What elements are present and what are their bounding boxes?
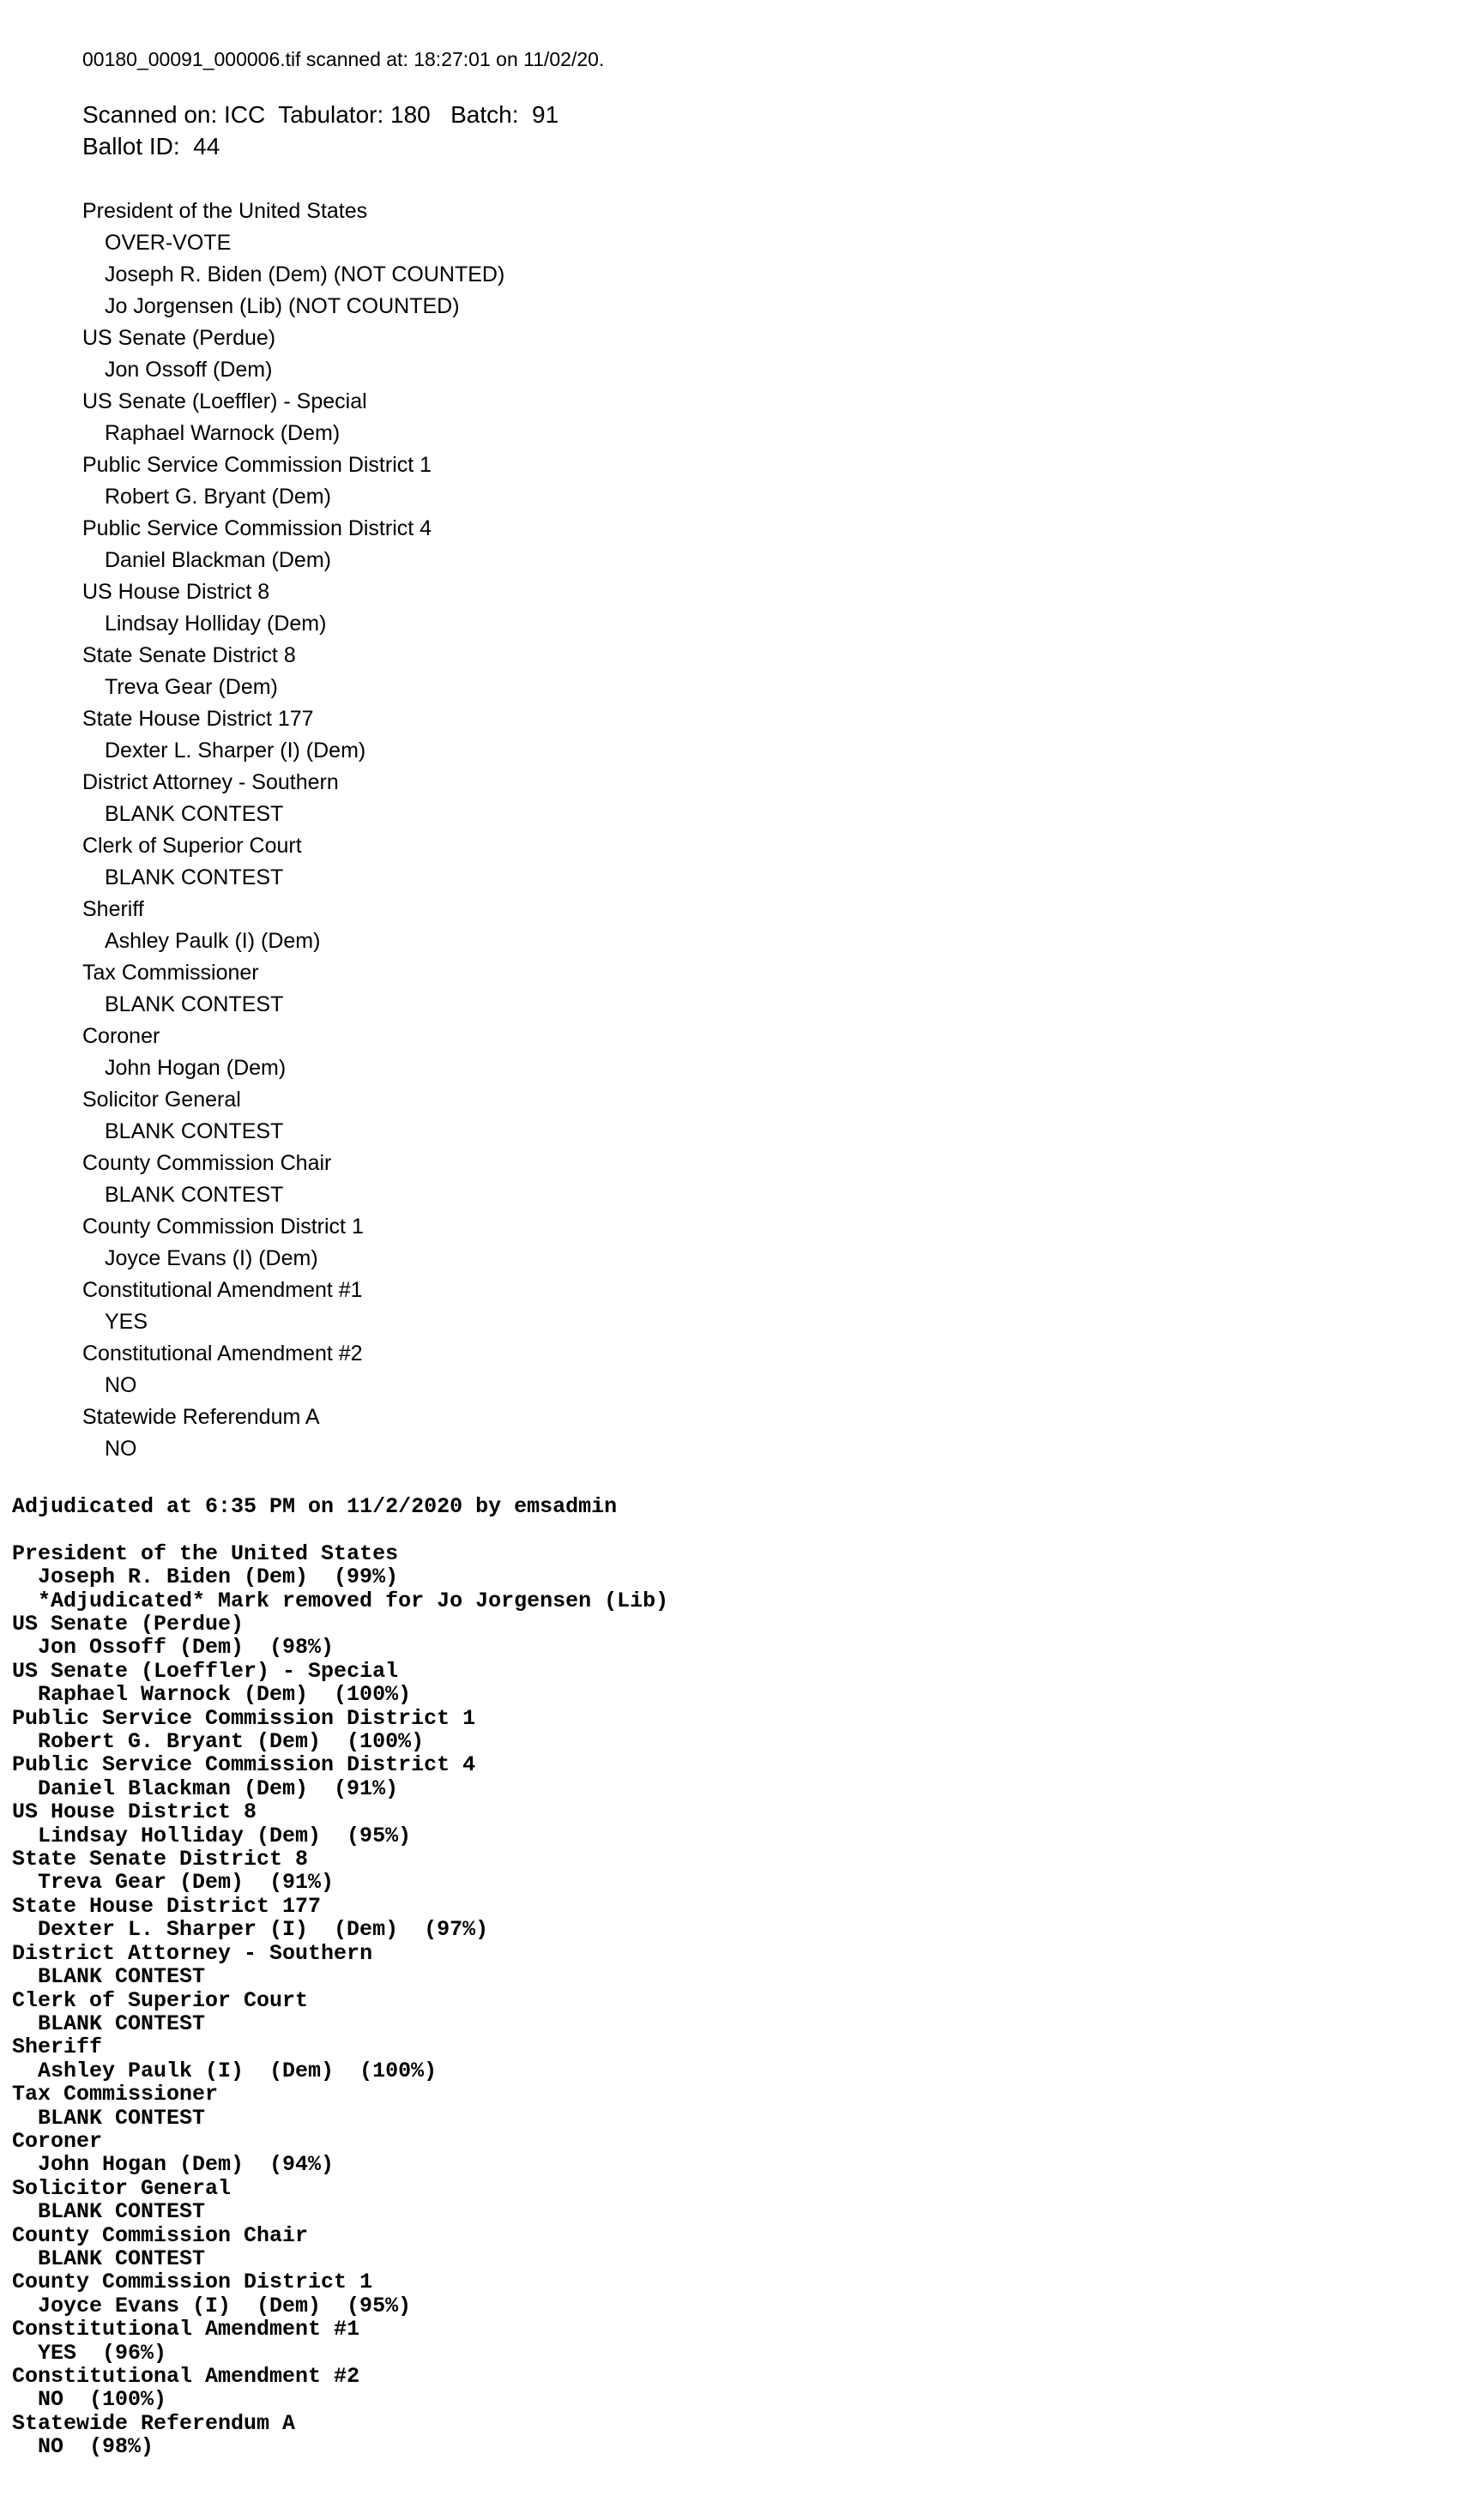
contest-selection: Treva Gear (Dem) [105,675,278,699]
contest-group [12,1542,668,1613]
adjudication-contest-name: County Commission District 1 [12,2270,373,2295]
contest-group [82,386,504,449]
contest-name: Coroner [82,1024,160,1048]
contest-selection: BLANK CONTEST [105,802,284,826]
adjudication-result-line: BLANK CONTEST [38,2199,206,2225]
adjudication-result-line: YES (96%) [38,2340,167,2366]
contest-group [82,1275,504,1338]
contest-name: County Commission District 1 [82,1215,364,1239]
contest-group [82,196,504,323]
contest-name: Public Service Commission District 1 [82,453,432,477]
adjudication-result-line: BLANK CONTEST [38,1964,206,1990]
contest-selection: Joyce Evans (I) (Dem) [105,1246,318,1270]
contest-group [12,2083,668,2130]
adjudication-contest-name: Constitutional Amendment #2 [12,2364,360,2390]
scan-info-line: Scanned on: ICC Tabulator: 180 Batch: 91 [82,101,559,128]
contest-group [12,1707,668,1754]
contest-name: Tax Commissioner [82,961,259,985]
contest-selection: Lindsay Holliday (Dem) [105,612,327,636]
blank-line [12,1518,668,1541]
contest-group [82,767,504,830]
contest-group [82,1021,504,1084]
contest-selection: Jon Ossoff (Dem) [105,358,273,382]
adjudication-result-line: BLANK CONTEST [38,2011,206,2036]
adjudication-result-line: Robert G. Bryant (Dem) (100%) [38,1729,425,1755]
contest-group [12,2318,668,2365]
contest-group [12,1989,668,2036]
adjudication-result-line: Lindsay Holliday (Dem) (95%) [38,1823,412,1848]
adjudication-contest-list [12,1542,668,2459]
contest-selection: Dexter L. Sharper (I) (Dem) [105,739,366,763]
contest-group [82,1211,504,1275]
contest-selection: Ashley Paulk (I) (Dem) [105,929,321,953]
adjudication-result-line: NO (98%) [38,2434,154,2460]
adjudication-result-line: BLANK CONTEST [38,2105,206,2131]
adjudication-result-line: Dexter L. Sharper (I) (Dem) (97%) [38,1917,489,1943]
contest-group [82,894,504,957]
adjudication-result-line: *Adjudicated* Mark removed for Jo Jorgensen (Lib) [38,1588,669,1613]
contest-group [82,323,504,386]
adjudication-result-line: Daniel Blackman (Dem) (91%) [38,1775,399,1801]
contest-group [12,2035,668,2083]
contest-selection: BLANK CONTEST [105,865,284,889]
contest-group [12,1895,668,1942]
ballot-id-line: Ballot ID: 44 [82,133,220,160]
contest-group [82,449,504,513]
contest-group [82,1148,504,1211]
adjudication-result-line: Ashley Paulk (I) (Dem) (100%) [38,2058,438,2083]
contest-name: Public Service Commission District 4 [82,516,432,540]
adjudication-contest-name: US Senate (Loeffler) - Special [12,1658,399,1684]
adjudication-result-line: BLANK CONTEST [38,2246,206,2271]
contest-name: Clerk of Superior Court [82,834,302,858]
adjudication-result-line: Joyce Evans (I) (Dem) (95%) [38,2293,412,2318]
ballot-votes-section [82,196,504,1465]
contest-selection: BLANK CONTEST [105,1183,284,1207]
contest-group [12,2130,668,2177]
contest-name: State Senate District 8 [82,643,296,667]
contest-name: Statewide Referendum A [82,1405,320,1429]
adjudication-contest-name: Coroner [12,2128,103,2154]
adjudication-result-line: Joseph R. Biden (Dem) (99%) [38,1564,399,1590]
contest-name: Solicitor General [82,1088,241,1112]
contest-group [12,1613,668,1660]
contest-group [12,1660,668,1707]
contest-selection: YES [105,1310,148,1334]
contest-selection: Daniel Blackman (Dem) [105,548,331,572]
contest-selection: BLANK CONTEST [105,1119,284,1143]
contest-name: President of the United States [82,199,368,223]
contest-group [82,830,504,894]
contest-name: US House District 8 [82,580,270,604]
contest-name: Constitutional Amendment #2 [82,1341,363,1366]
contest-group [12,2365,668,2412]
adjudication-result-line: John Hogan (Dem) (94%) [38,2152,335,2178]
contest-group [12,1753,668,1800]
adjudication-contest-name: US House District 8 [12,1800,257,1825]
contest-group [12,2177,668,2224]
contest-name: US Senate (Loeffler) - Special [82,389,367,413]
contest-selection: John Hogan (Dem) [105,1056,287,1080]
adjudication-contest-name: Public Service Commission District 1 [12,1705,476,1731]
contest-group [82,576,504,640]
contest-group [82,640,504,703]
adjudication-result-line: NO (100%) [38,2387,167,2413]
contest-group [82,957,504,1021]
contest-selection: Robert G. Bryant (Dem) [105,485,331,509]
adjudication-contest-name: US Senate (Perdue) [12,1612,244,1637]
adjudication-contest-name: State Senate District 8 [12,1847,309,1872]
contest-group [82,1084,504,1148]
adjudication-contest-name: Constitutional Amendment #1 [12,2317,360,2342]
adjudication-contest-name: Public Service Commission District 4 [12,1752,476,1778]
adjudication-contest-name: County Commission Chair [12,2222,309,2248]
contest-name: US Senate (Perdue) [82,326,276,350]
contest-group [12,2270,668,2318]
adjudication-contest-name: District Attorney - Southern [12,1940,373,1966]
adjudication-contest-name: State House District 177 [12,1893,322,1919]
contest-selection: Joseph R. Biden (Dem) (NOT COUNTED) [105,262,505,286]
adjudication-contest-name: Statewide Referendum A [12,2410,296,2436]
contest-selection: Raphael Warnock (Dem) [105,421,341,445]
contest-group [12,2412,668,2459]
contest-group [12,1942,668,1989]
adjudication-contest-name: Solicitor General [12,2175,232,2201]
contest-selection: BLANK CONTEST [105,992,284,1016]
adjudication-header: Adjudicated at 6:35 PM on 11/2/2020 by emsadmin [12,1494,618,1519]
contest-selection: NO [105,1373,137,1397]
contest-name: State House District 177 [82,707,314,731]
adjudication-contest-name: Clerk of Superior Court [12,1987,309,2013]
contest-selection: Jo Jorgensen (Lib) (NOT COUNTED) [105,294,460,318]
contest-selection: NO [105,1437,137,1461]
contest-name: Constitutional Amendment #1 [82,1278,363,1302]
adjudication-contest-name: Sheriff [12,2035,103,2060]
contest-name: Sheriff [82,897,144,921]
contest-group [82,1402,504,1465]
adjudication-result-line: Jon Ossoff (Dem) (98%) [38,1635,335,1661]
adjudication-result-line: Raphael Warnock (Dem) (100%) [38,1682,412,1708]
contest-group [12,1848,668,1895]
contest-group [12,2224,668,2271]
contest-name: District Attorney - Southern [82,770,339,794]
contest-group [82,1338,504,1402]
adjudication-section [12,1495,668,2459]
contest-selection: OVER-VOTE [105,231,232,255]
contest-group [12,1800,668,1848]
adjudication-result-line: Treva Gear (Dem) (91%) [38,1870,335,1896]
contest-group [82,703,504,767]
scan-filename-line: 00180_00091_000006.tif scanned at: 18:27:01 on 11/02/20. [82,48,605,70]
adjudication-contest-name: Tax Commissioner [12,2082,219,2107]
contest-group [82,513,504,576]
contest-name: County Commission Chair [82,1151,332,1175]
adjudication-contest-name: President of the United States [12,1540,399,1566]
